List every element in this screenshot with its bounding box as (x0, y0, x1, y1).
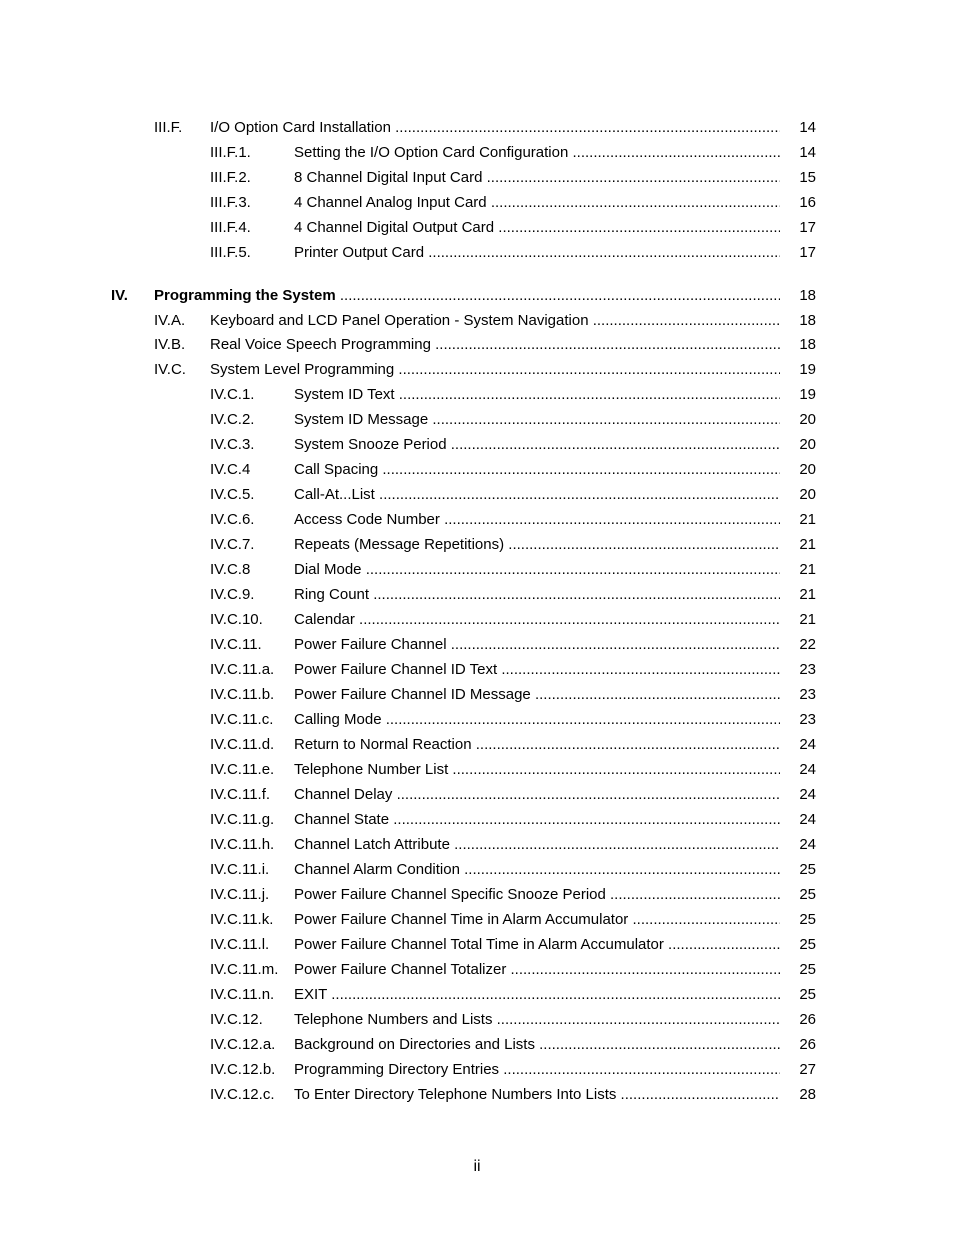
toc-entry-title-text: Channel State (294, 811, 390, 828)
toc-entry-page: 24 (799, 736, 816, 753)
toc-entry-number: III.F.5. (210, 244, 251, 261)
toc-entry-title-text: Power Failure Channel (294, 636, 447, 653)
toc-entry-number: IV.C.6. (210, 511, 255, 528)
toc-entry-title-text: Calendar (294, 611, 355, 628)
toc-entry-page: 21 (799, 586, 816, 603)
toc-entry (210, 193, 816, 212)
toc-entry-number: IV.C.1. (210, 386, 255, 403)
toc-entry-title-text: System Level Programming (210, 361, 395, 378)
toc-entry-title (294, 985, 780, 1004)
toc-entry-title (294, 660, 780, 679)
toc-entry-title (294, 810, 780, 829)
toc-entry-number: IV.C.4 (210, 461, 251, 478)
toc-entry-title-text: Real Voice Speech Programming (210, 336, 431, 353)
toc-entry-number: IV.C.11.i. (210, 861, 270, 878)
toc-entry (210, 935, 816, 954)
toc-entry-page: 28 (799, 1086, 816, 1103)
toc-entry-title-text: 4 Channel Digital Output Card (294, 219, 495, 236)
toc-entry-title (294, 460, 780, 479)
toc-entry-title-text: 4 Channel Analog Input Card (294, 194, 487, 211)
toc-entry (210, 760, 816, 779)
toc-entry-page: 24 (799, 761, 816, 778)
toc-entry-number: IV.C.11.a. (210, 661, 275, 678)
toc-entry-title (294, 785, 780, 804)
toc-entry-title-text: Call Spacing (294, 461, 379, 478)
toc-entry-title (294, 193, 780, 212)
toc-entry-title (294, 960, 780, 979)
toc-entry-title (294, 168, 780, 187)
toc-entry-title-text: Printer Output Card (294, 244, 425, 261)
toc-entry-title-text: Background on Directories and Lists (294, 1036, 535, 1053)
toc-entry-title-text: Power Failure Channel ID Text (294, 661, 498, 678)
toc-entry (210, 460, 816, 479)
toc-entry (154, 311, 816, 330)
toc-entry-number: IV.C.9. (210, 586, 255, 603)
toc-entry-number: IV.C.11.f. (210, 786, 271, 803)
toc-entry (210, 660, 816, 679)
toc-entry (210, 910, 816, 929)
toc-entry-page: 25 (799, 986, 816, 1003)
page-number: ii (473, 1158, 481, 1175)
toc-entry-number: IV.C.2. (210, 411, 255, 428)
toc-entry-number: III.F.1. (210, 144, 251, 161)
toc-entry-page: 16 (799, 194, 816, 211)
toc-entry (210, 485, 816, 504)
toc-entry-title-text: Ring Count (294, 586, 370, 603)
toc-entry (154, 360, 816, 379)
toc-entry-title-text: Channel Latch Attribute (294, 836, 450, 853)
toc-entry (210, 143, 816, 162)
toc-entry-number: III.F.4. (210, 219, 251, 236)
toc-entry-title (294, 410, 780, 429)
toc-entry (210, 985, 816, 1004)
toc-entry-title (294, 143, 780, 162)
toc-entry (210, 885, 816, 904)
toc-entry-number: IV.C.5. (210, 486, 255, 503)
toc-entry-title-text: Dial Mode (294, 561, 362, 578)
toc-entry (210, 810, 816, 829)
toc-entry-page: 18 (799, 336, 816, 353)
toc-entry-title (294, 910, 780, 929)
toc-entry-title-text: Return to Normal Reaction (294, 736, 472, 753)
toc-entry-page: 25 (799, 936, 816, 953)
toc-entry (210, 785, 816, 804)
toc-entry-page: 22 (799, 636, 816, 653)
toc-entry (210, 435, 816, 454)
toc-entry-page: 25 (799, 911, 816, 928)
toc-entry-title (210, 360, 780, 379)
toc-entry-page: 21 (799, 611, 816, 628)
toc-entry (210, 1060, 816, 1079)
toc-entry-title-text: Channel Alarm Condition (294, 861, 460, 878)
toc-entry (210, 1035, 816, 1054)
toc-entry-page: 19 (799, 386, 816, 403)
toc-entry-title-text: Power Failure Channel Totalizer (294, 961, 507, 978)
toc-entry-page: 23 (799, 711, 816, 728)
toc-entry-title (294, 218, 780, 237)
toc-entry-title-text: System ID Message (294, 411, 429, 428)
toc-entry-title-text: Telephone Number List (294, 761, 449, 778)
toc-entry-title (294, 635, 780, 654)
toc-entry-title (294, 685, 780, 704)
toc-entry-number: IV.B. (154, 336, 186, 353)
toc-entry-page: 17 (799, 244, 816, 261)
toc-entry-title-text: System Snooze Period (294, 436, 447, 453)
toc-entry-page: 23 (799, 686, 816, 703)
toc-entry-page: 25 (799, 861, 816, 878)
toc-entry-title (294, 735, 780, 754)
toc-entry-title (210, 118, 780, 137)
toc-entry-title-text: Calling Mode (294, 711, 382, 728)
toc-entry-number: IV.C. (154, 361, 186, 378)
toc-entry-title (294, 1035, 780, 1054)
toc-entry-title (294, 510, 780, 529)
toc-entry-page: 15 (799, 169, 816, 186)
toc-entry (210, 410, 816, 429)
toc-entry-title (294, 243, 780, 262)
toc-entry-page: 24 (799, 836, 816, 853)
toc-entry (210, 585, 816, 604)
toc-entry-title (294, 560, 780, 579)
toc-entry-number: IV.C.10. (210, 611, 263, 628)
toc-entry-number: IV.C.12. (210, 1011, 263, 1028)
toc-entry-title-text: To Enter Directory Telephone Numbers Into Lists (294, 1086, 617, 1103)
toc-entry-title (294, 535, 780, 554)
toc-entry-title (294, 610, 780, 629)
toc-entry (210, 243, 816, 262)
toc-entry-number: IV.C.3. (210, 436, 255, 453)
toc-entry-title (294, 385, 780, 404)
toc-entry-title-text: Call-At...List (294, 486, 375, 503)
toc-entry-number: IV.C.11.j. (210, 886, 270, 903)
toc-entry-number: IV.C.12.c. (210, 1086, 275, 1103)
toc-entry-page: 18 (799, 287, 816, 304)
toc-entry (210, 860, 816, 879)
toc-entry-title-text: 8 Channel Digital Input Card (294, 169, 483, 186)
toc-entry-number: IV.C.11.k. (210, 911, 274, 928)
toc-entry (210, 835, 816, 854)
toc-entry-number: IV. (111, 287, 128, 304)
toc-entry-page: 20 (799, 411, 816, 428)
toc-entry (111, 286, 816, 305)
toc-entry-number: IV.C.11.m. (210, 961, 279, 978)
toc-entry-page: 18 (799, 312, 816, 329)
toc-entry (210, 1010, 816, 1029)
toc-entry-title (294, 860, 780, 879)
toc-entry-number: III.F.2. (210, 169, 251, 186)
toc-entry-title-text: Power Failure Channel Time in Alarm Accumulator (294, 911, 629, 928)
toc-entry-number: IV.C.11.b. (210, 686, 275, 703)
toc-entry (210, 510, 816, 529)
toc-entry-title (294, 1010, 780, 1029)
toc-entry-number: IV.C.12.a. (210, 1036, 276, 1053)
toc-entry-number: IV.C.11.l. (210, 936, 270, 953)
toc-entry-title-text: Programming Directory Entries (294, 1061, 500, 1078)
toc-entry (154, 335, 816, 354)
toc-entry-title (154, 286, 780, 305)
toc-entry-page: 20 (799, 486, 816, 503)
toc-entry-number: IV.C.11.e. (210, 761, 275, 778)
toc-entry-title-text: I/O Option Card Installation (210, 119, 391, 136)
toc-entry-page: 14 (799, 144, 816, 161)
toc-entry-title-text: Channel Delay (294, 786, 393, 803)
toc-entry-number: IV.A. (154, 312, 186, 329)
toc-entry (210, 218, 816, 237)
toc-entry-title-text: Programming the System (154, 287, 336, 304)
toc-entry (210, 385, 816, 404)
toc-entry-number: III.F. (154, 119, 183, 136)
toc-entry-page: 26 (799, 1036, 816, 1053)
toc-entry-page: 17 (799, 219, 816, 236)
toc-entry-title (210, 311, 780, 330)
toc-entry-page: 24 (799, 786, 816, 803)
toc-entry-page: 20 (799, 461, 816, 478)
toc-entry-page: 21 (799, 561, 816, 578)
toc-entry-title-text: EXIT (294, 986, 328, 1003)
toc-entry-number: IV.C.11. (210, 636, 262, 653)
toc-entry-title (294, 760, 780, 779)
toc-entry-title-text: Power Failure Channel ID Message (294, 686, 531, 703)
toc-entry (210, 610, 816, 629)
toc-entry (210, 710, 816, 729)
toc-entry-title-text: Power Failure Channel Specific Snooze Period (294, 886, 606, 903)
toc-entry-title-text: Repeats (Message Repetitions) (294, 536, 505, 553)
toc-entry-title (294, 885, 780, 904)
toc-entry-title (294, 710, 780, 729)
toc-entry-title (294, 485, 780, 504)
toc-entry-page: 25 (799, 886, 816, 903)
toc-entry-number: IV.C.11.c. (210, 711, 274, 728)
toc-entry-title (294, 935, 780, 954)
toc-entry-page: 25 (799, 961, 816, 978)
toc-entry (210, 1085, 816, 1104)
toc-entry-title (294, 835, 780, 854)
toc-entry-page: 27 (799, 1061, 816, 1078)
toc-entry-title-text: System ID Text (294, 386, 395, 403)
toc-entry-title-text: Telephone Numbers and Lists (294, 1011, 493, 1028)
toc-entry (210, 735, 816, 754)
toc-entry (210, 168, 816, 187)
toc-entry-number: IV.C.12.b. (210, 1061, 276, 1078)
toc-entry-number: IV.C.8 (210, 561, 251, 578)
toc-entry-title-text: Power Failure Channel Total Time in Alarm Accumulator (294, 936, 664, 953)
toc-entry-title-text: Access Code Number (294, 511, 440, 528)
toc-entry-page: 21 (799, 536, 816, 553)
toc-entry (210, 960, 816, 979)
toc-entry-page: 20 (799, 436, 816, 453)
toc-entry-number: IV.C.11.n. (210, 986, 275, 1003)
toc-entry-title (294, 1060, 780, 1079)
toc-entry-page: 19 (799, 361, 816, 378)
toc-entry-title (294, 1085, 780, 1104)
toc-entry-number: IV.C.11.g. (210, 811, 275, 828)
toc-entry (210, 635, 816, 654)
toc-entry-page: 23 (799, 661, 816, 678)
toc-entry-title (294, 585, 780, 604)
toc-entry-number: IV.C.11.d. (210, 736, 275, 753)
toc-entry-number: III.F.3. (210, 194, 251, 211)
toc-entry-title (294, 435, 780, 454)
toc-entry-page: 21 (799, 511, 816, 528)
toc-entry-page: 24 (799, 811, 816, 828)
toc-entry-title-text: Setting the I/O Option Card Configuration (294, 144, 569, 161)
toc-entry-title-text: Keyboard and LCD Panel Operation - System Navigation (210, 312, 589, 329)
toc-entry-page: 26 (799, 1011, 816, 1028)
toc-entry-number: IV.C.7. (210, 536, 255, 553)
toc-entry-page: 14 (799, 119, 816, 136)
toc-entry (154, 118, 816, 137)
toc-entry (210, 685, 816, 704)
toc-entry (210, 535, 816, 554)
toc-entry-number: IV.C.11.h. (210, 836, 275, 853)
toc-entry-title (210, 335, 780, 354)
toc-entry (210, 560, 816, 579)
